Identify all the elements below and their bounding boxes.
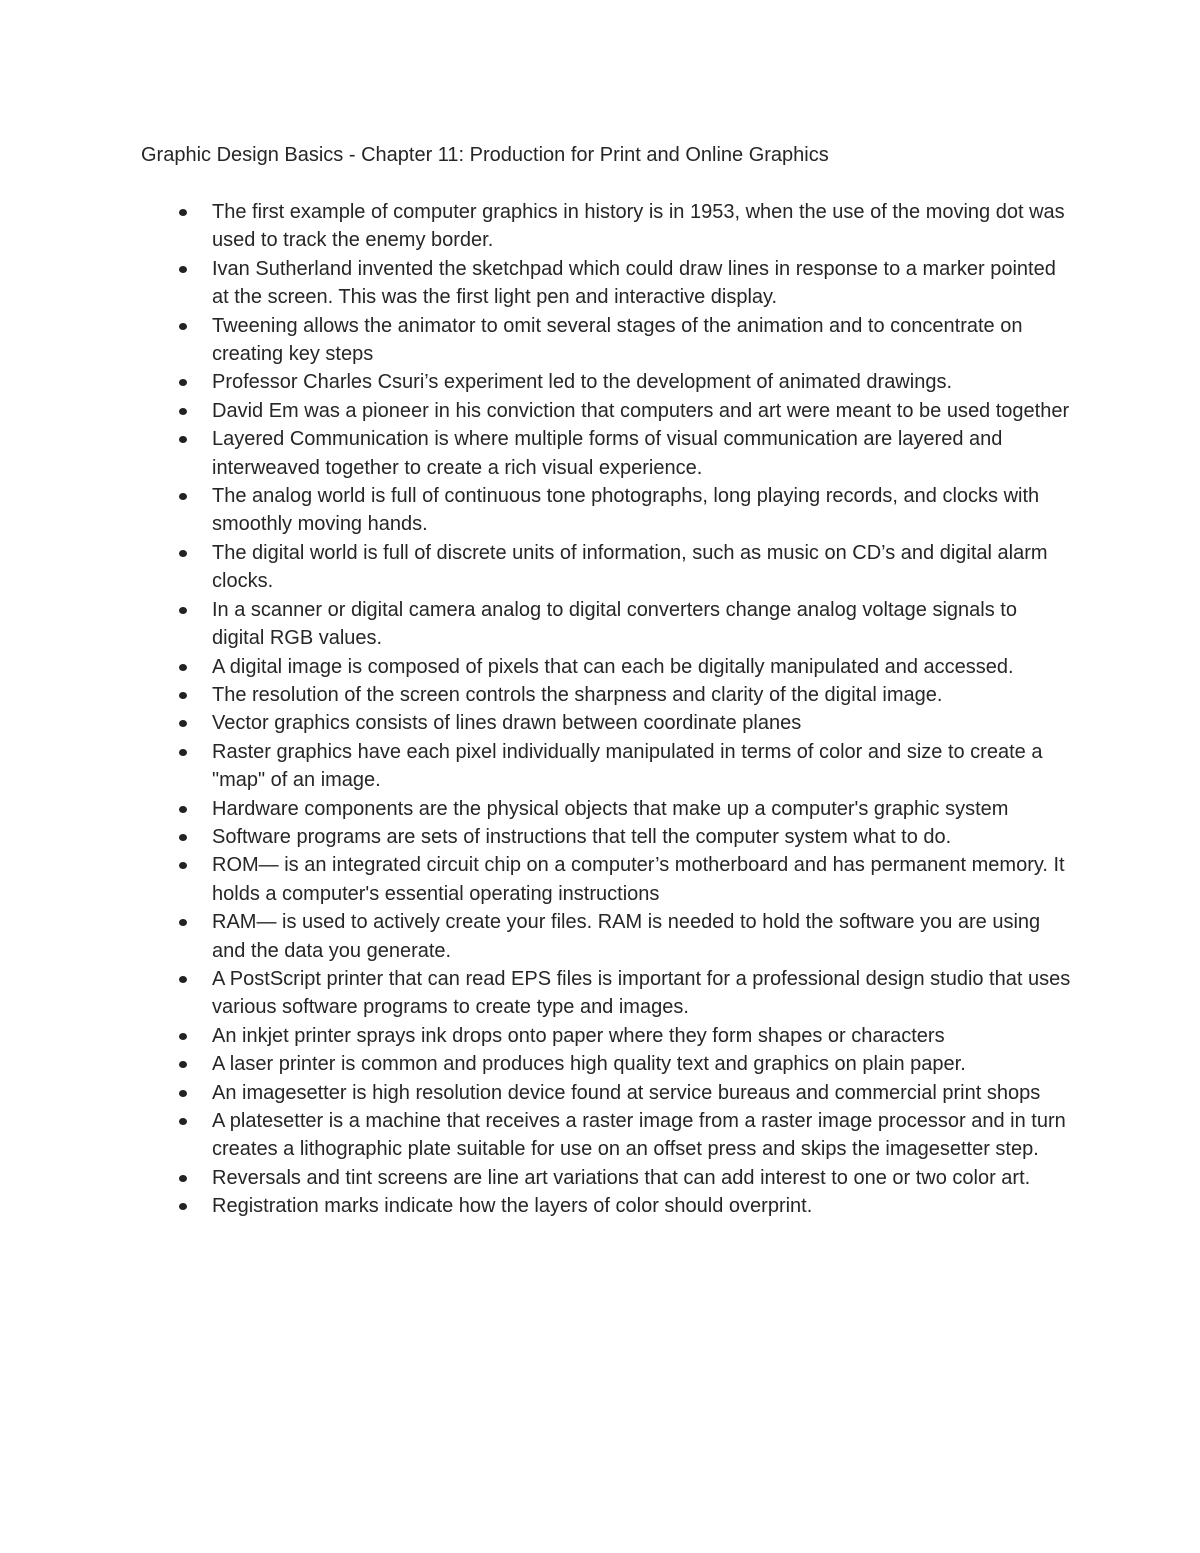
list-item: [212, 653, 1072, 681]
bullet-icon: [179, 1061, 187, 1068]
bullet-icon: [179, 976, 187, 983]
bullet-icon: [179, 266, 187, 273]
list-item-text: Vector graphics consists of lines drawn between coordinate planes: [212, 712, 802, 735]
list-item: [212, 738, 1072, 795]
list-item-text: ROM— is an integrated circuit chip on a computer’s motherboard and has permanent memory. It holds a computer's essential operating instructions: [212, 854, 1065, 905]
list-item-text: In a scanner or digital camera analog to digital converters change analog voltage signals to digital RGB values.: [212, 598, 1017, 650]
bullet-icon: [179, 1175, 187, 1182]
list-item-text: The digital world is full of discrete units of information, such as music on CD’s and digital alarm clocks.: [212, 541, 1048, 593]
bullet-icon: [179, 1033, 187, 1040]
list-item: [212, 397, 1072, 425]
bullet-icon: [179, 607, 187, 614]
list-item-text: A PostScript printer that can read EPS files is important for a professional design studio that uses various software programs to create type and images.: [212, 967, 1071, 1019]
list-item: [212, 681, 1072, 709]
list-item: [212, 425, 1072, 482]
list-item-text: Raster graphics have each pixel individually manipulated in terms of color and size to create a "map" of an image.: [212, 740, 1043, 792]
list-item: [212, 1050, 1072, 1078]
bullet-icon: [179, 834, 187, 841]
list-item: [212, 709, 1072, 737]
list-item-text: An inkjet printer sprays ink drops onto paper where they form shapes or characters: [212, 1024, 945, 1047]
bullet-icon: [179, 323, 187, 330]
bullet-icon: [179, 1090, 187, 1097]
list-item: [212, 1107, 1072, 1164]
list-item: [212, 823, 1072, 851]
list-item: [212, 851, 1072, 908]
bullet-icon: [179, 493, 187, 500]
list-item-text: Layered Communication is where multiple forms of visual communication are layered and interweaved together to create a rich visual experience.: [212, 428, 1003, 479]
list-item: [212, 482, 1072, 539]
list-item: [212, 596, 1072, 653]
list-item: [212, 539, 1072, 596]
bullet-icon: [179, 209, 187, 216]
bullet-icon: [179, 664, 187, 671]
list-item-text: A laser printer is common and produces high quality text and graphics on plain paper.: [212, 1053, 966, 1076]
list-item-text: Professor Charles Csuri’s experiment led to the development of animated drawings.: [212, 371, 952, 394]
list-item-text: Hardware components are the physical objects that make up a computer's graphic system: [212, 797, 1009, 820]
list-item-text: A digital image is composed of pixels that can each be digitally manipulated and accessed.: [212, 655, 1014, 678]
list-item-text: Tweening allows the animator to omit several stages of the animation and to concentrate on creating key steps: [212, 314, 1023, 366]
list-item-text: Ivan Sutherland invented the sketchpad which could draw lines in response to a marker pointed at the screen. This was the first light pen and interactive display.: [212, 257, 1056, 309]
bullet-icon: [179, 862, 187, 869]
bullet-icon: [179, 720, 187, 727]
list-item: [212, 1164, 1072, 1192]
list-item: [212, 255, 1072, 312]
list-item-text: The first example of computer graphics in history is in 1953, when the use of the moving dot was used to track the enemy border.: [212, 201, 1065, 252]
bullet-icon: [179, 379, 187, 386]
bullet-icon: [179, 692, 187, 699]
list-item: [212, 965, 1072, 1022]
list-item-text: An imagesetter is high resolution device found at service bureaus and commercial print shops: [212, 1081, 1041, 1104]
bullet-list: [212, 198, 1072, 1221]
list-item-text: Registration marks indicate how the layers of color should overprint.: [212, 1195, 813, 1218]
list-item: [212, 312, 1072, 369]
bullet-icon: [179, 919, 187, 926]
list-item: [212, 908, 1072, 965]
bullet-icon: [179, 749, 187, 756]
list-item-text: RAM— is used to actively create your files. RAM is needed to hold the software you are using and the data you generate.: [212, 911, 1041, 962]
bullet-icon: [179, 436, 187, 443]
bullet-icon: [179, 1203, 187, 1210]
list-item: [212, 198, 1072, 255]
bullet-icon: [179, 1118, 187, 1125]
list-item-text: David Em was a pioneer in his conviction that computers and art were meant to be used together: [212, 399, 1070, 422]
list-item-text: A platesetter is a machine that receives a raster image from a raster image processor and in turn creates a lithographic plate suitable for use on an offset press and skips the imagesetter step.: [212, 1110, 1066, 1161]
list-item-text: Reversals and tint screens are line art variations that can add interest to one or two color art.: [212, 1166, 1031, 1189]
list-item: [212, 1022, 1072, 1050]
list-item-text: Software programs are sets of instructions that tell the computer system what to do.: [212, 825, 952, 848]
list-item-text: The analog world is full of continuous tone photographs, long playing records, and clocks with smoothly moving hands.: [212, 485, 1040, 536]
document-title: Graphic Design Basics - Chapter 11: Production for Print and Online Graphics: [141, 144, 829, 166]
bullet-icon: [179, 550, 187, 557]
list-item-text: The resolution of the screen controls the sharpness and clarity of the digital image.: [212, 683, 943, 706]
list-item: [212, 368, 1072, 396]
bullet-icon: [179, 806, 187, 813]
list-item: [212, 795, 1072, 823]
list-item: [212, 1192, 1072, 1220]
bullet-icon: [179, 408, 187, 415]
list-item: [212, 1079, 1072, 1107]
